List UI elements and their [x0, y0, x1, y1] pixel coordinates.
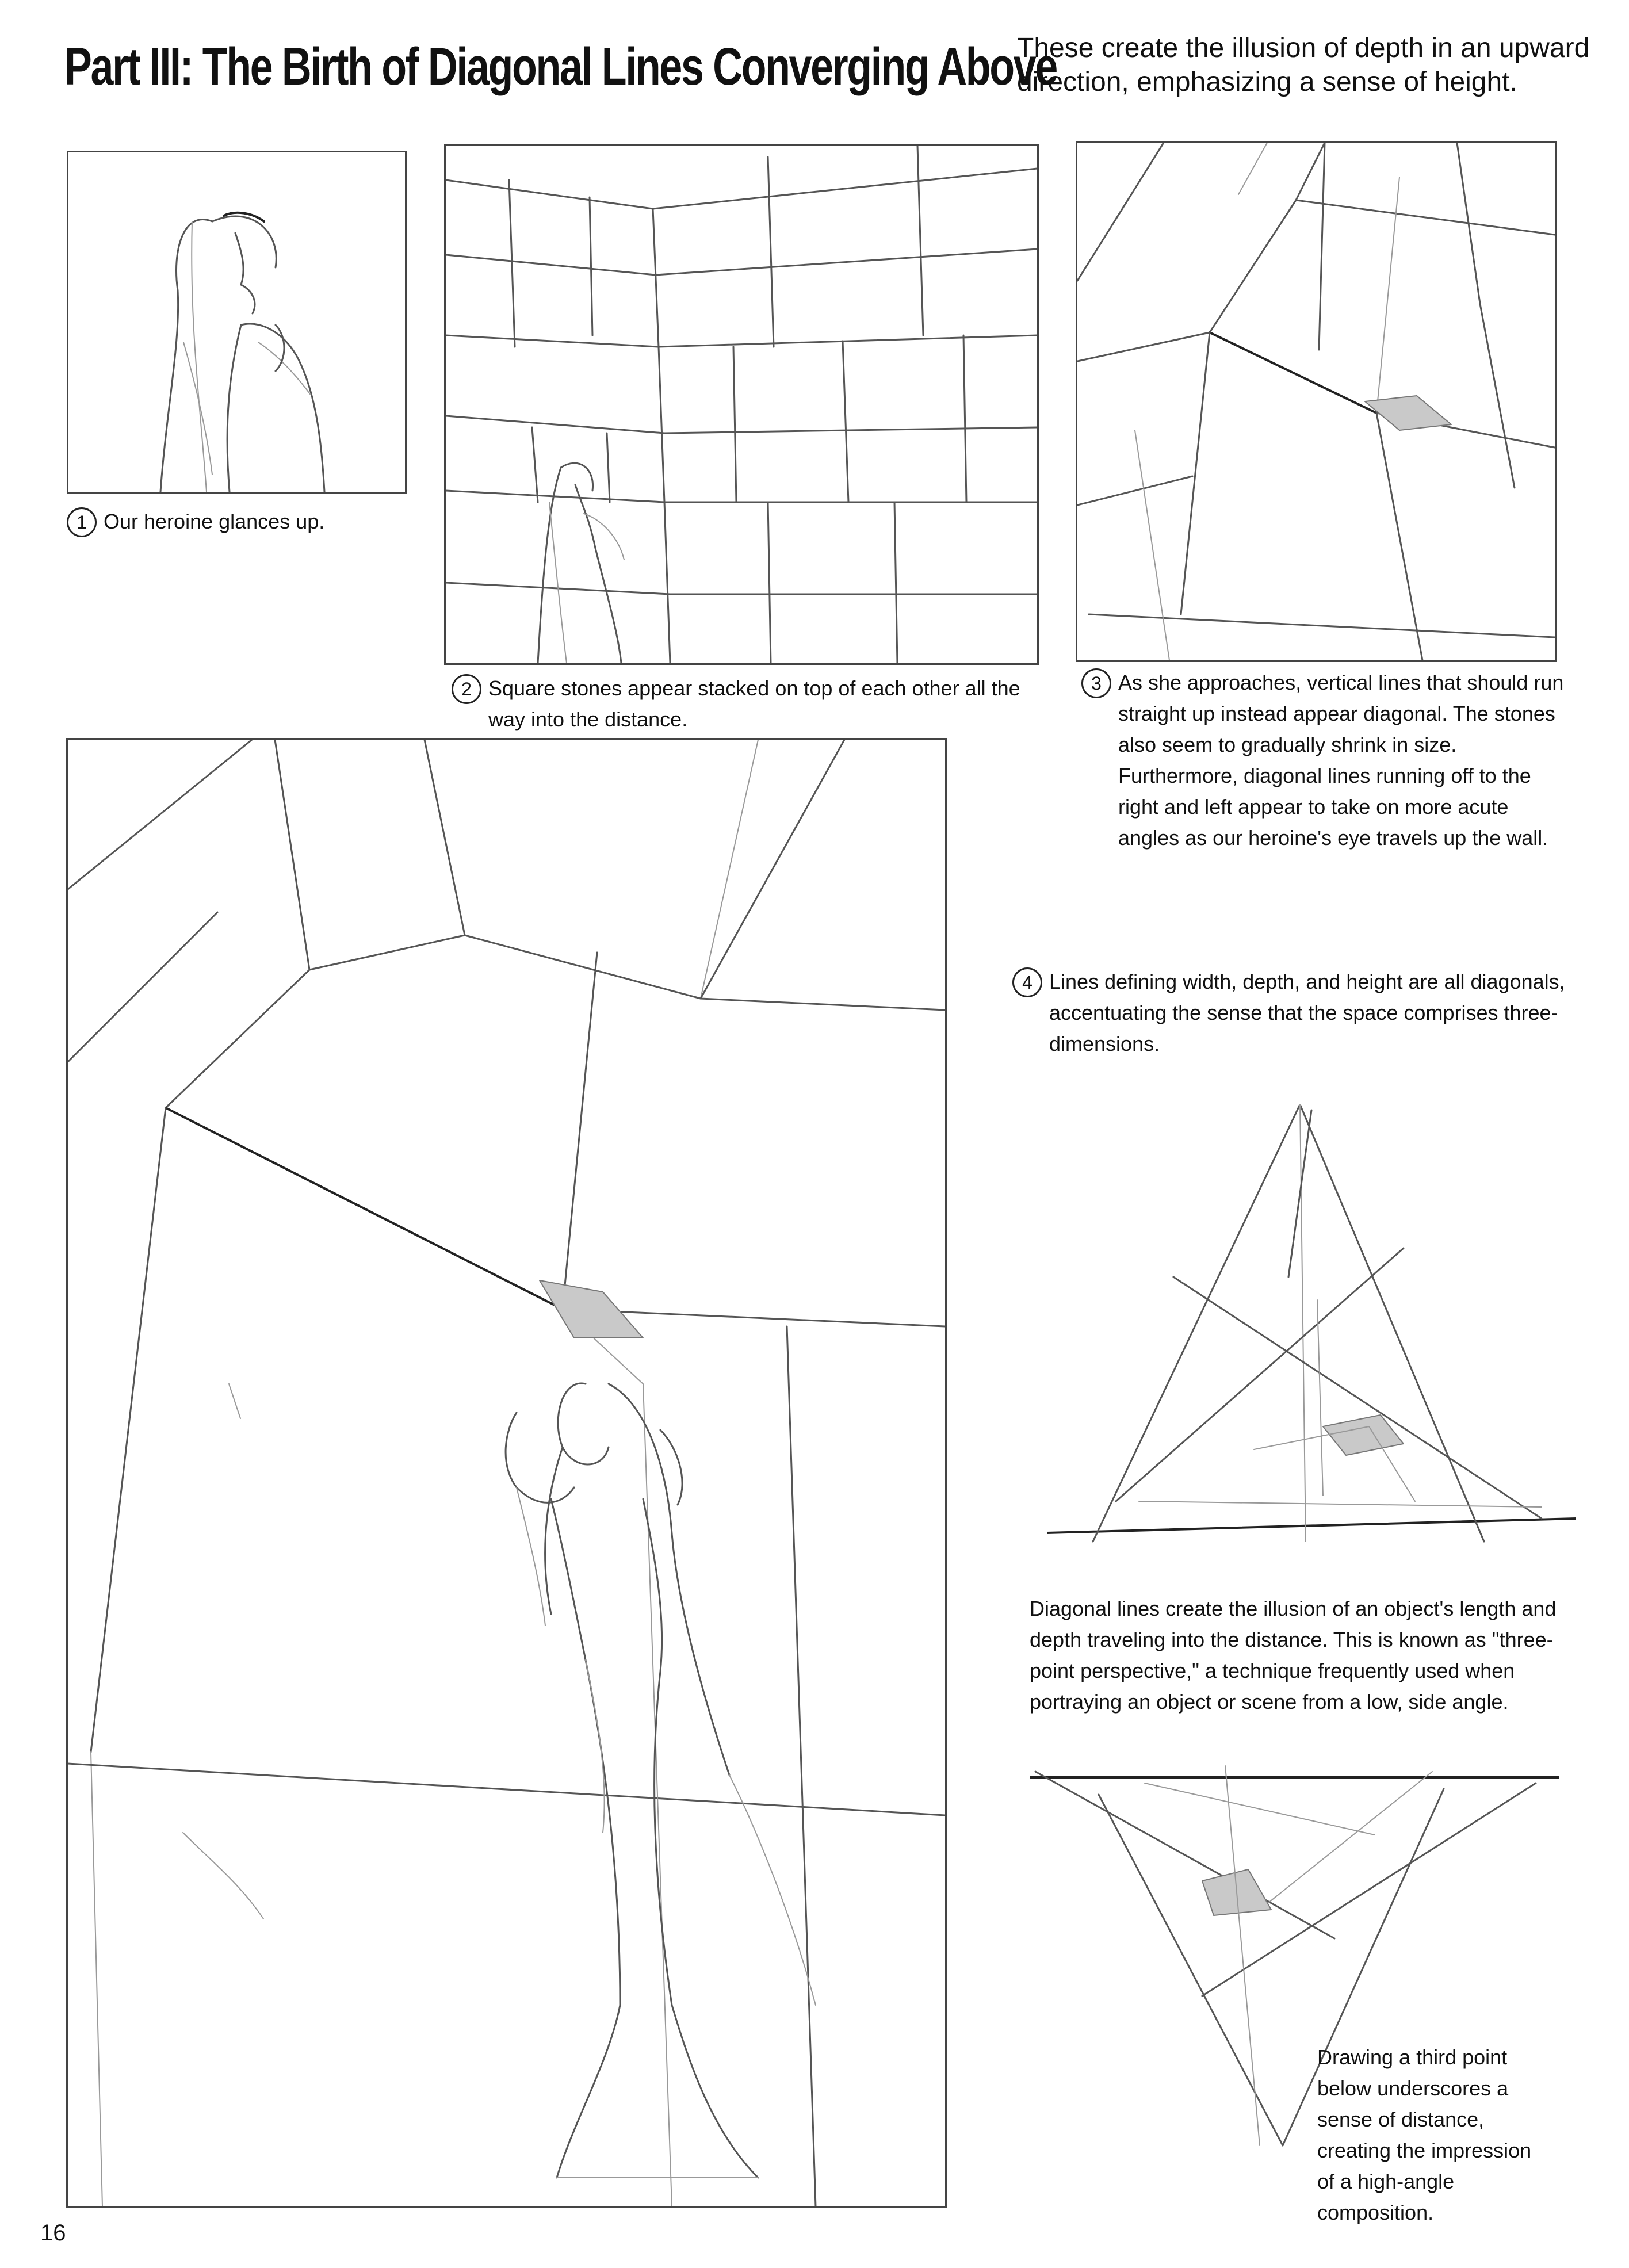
- caption-1: [67, 506, 412, 537]
- page-title: Part III: The Birth of Diagonal Lines Converging Above: [64, 37, 1057, 96]
- panel-2-sketch: [446, 146, 1037, 663]
- panel-1-sketch: [68, 152, 405, 492]
- panel-3-diagonal-stones: [1076, 141, 1557, 662]
- caption-4-text: Lines defining width, depth, and height are all diagonals, accentuating the sense that the space comprises three-dimensions.: [1049, 970, 1565, 1055]
- panel-1-heroine-glances-up: [67, 151, 407, 494]
- caption-2-number: 2: [452, 674, 481, 704]
- caption-2: [452, 673, 1027, 735]
- panel-2-stacked-stones: [444, 144, 1039, 665]
- page-subtitle: These create the illusion of depth in an upward direction, emphasizing a sense of height.: [1017, 33, 1590, 97]
- caption-3-number: 3: [1081, 668, 1111, 698]
- diagram-three-point-above: [1047, 1104, 1576, 1588]
- note-third-point-below: Drawing a third point below underscores a sense of distance, creating the impression of a high-angle composition.: [1317, 2045, 1532, 2224]
- panel-3-sketch: [1077, 143, 1555, 660]
- caption-1-number: 1: [67, 507, 97, 537]
- caption-2-text: Square stones appear stacked on top of each other all the way into the distance.: [488, 676, 1020, 731]
- panel-4-sketch: [68, 740, 945, 2206]
- page-number: 16: [40, 2220, 66, 2246]
- caption-4-number: 4: [1012, 967, 1042, 997]
- caption-3-text: As she approaches, vertical lines that should run straight up instead appear diagonal. The stones also seem to gradually shrink in size. Furthermore, diagonal lines running off to the right and left appear to take on more acute angles as our heroine's eye travels up the wall.: [1118, 671, 1564, 850]
- caption-4: [1012, 966, 1576, 1060]
- panel-4-heroine-wall: [66, 738, 947, 2208]
- caption-1-text: Our heroine glances up.: [104, 510, 325, 533]
- note-three-point-perspective: Diagonal lines create the illusion of an object's length and depth traveling into the distance. This is known as "three-point perspective," a technique frequently used when portraying an object or scene from a low, side angle.: [1030, 1597, 1557, 1714]
- caption-3: [1081, 667, 1570, 854]
